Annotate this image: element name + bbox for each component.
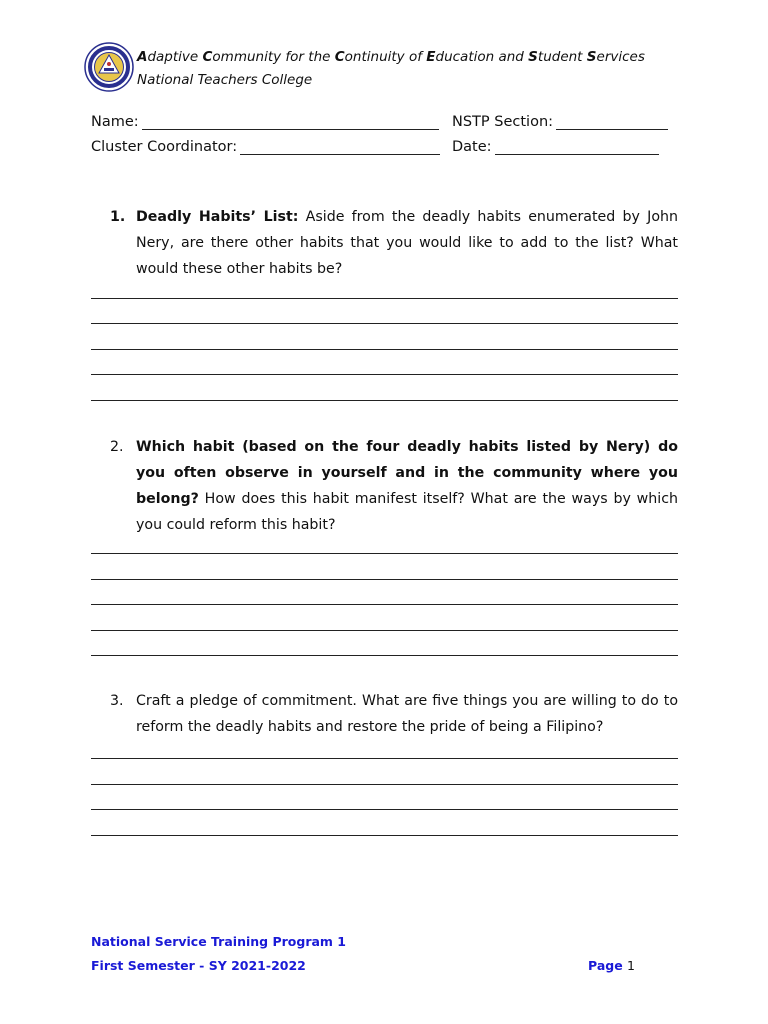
section-blank[interactable] [556, 115, 668, 130]
question-text: How does this habit manifest itself? What are the ways by which you could reform this habit? [136, 491, 678, 533]
answer-line[interactable] [91, 835, 678, 836]
answer-line[interactable] [91, 630, 678, 631]
coordinator-label: Cluster Coordinator: [91, 139, 238, 155]
question-1 [110, 204, 678, 282]
page-label: Page [588, 958, 623, 973]
answer-line[interactable] [91, 758, 678, 759]
answer-line[interactable] [91, 374, 678, 375]
name-field [91, 114, 439, 130]
footer-semester: First Semester - SY 2021-2022 [91, 958, 306, 973]
question-text: Aside from the deadly habits enumerated by John Nery, are there other habits that you would like to add to the list? What would these other habits be? [136, 209, 678, 277]
page-number: 1 [627, 958, 635, 973]
section-label: NSTP Section: [452, 114, 554, 130]
footer-page [588, 958, 635, 973]
name-blank[interactable] [142, 115, 439, 130]
date-label: Date: [452, 139, 492, 155]
date-field [452, 139, 659, 155]
question-heading: Deadly Habits’ List: [136, 209, 299, 225]
answer-line[interactable] [91, 604, 678, 605]
footer-program: National Service Training Program 1 [91, 934, 346, 949]
answer-line[interactable] [91, 579, 678, 580]
answer-line[interactable] [91, 553, 678, 554]
question-3 [110, 688, 678, 740]
question-2 [110, 434, 678, 538]
answer-line[interactable] [91, 349, 678, 350]
question-number: 3. [110, 693, 124, 709]
coordinator-blank[interactable] [240, 140, 440, 155]
question-number: 1. [110, 209, 126, 225]
answer-line[interactable] [91, 323, 678, 324]
org-name: Adaptive Community for the Continuity of Education and Student Services [137, 49, 645, 65]
answer-line[interactable] [91, 400, 678, 401]
coordinator-field [91, 139, 440, 155]
question-number: 2. [110, 439, 124, 455]
college-name: National Teachers College [137, 72, 313, 88]
answer-line[interactable] [91, 655, 678, 656]
question-heading: Which habit (based on the four deadly habits listed by Nery) do you often observe in yourself and in the community where you belong? [136, 439, 678, 507]
date-blank[interactable] [495, 140, 659, 155]
college-seal-icon [84, 42, 134, 92]
section-field [452, 114, 668, 130]
answer-line[interactable] [91, 784, 678, 785]
question-text: Craft a pledge of commitment. What are five things you are willing to do to reform the deadly habits and restore the pride of being a Filipino? [136, 693, 678, 735]
answer-line[interactable] [91, 298, 678, 299]
name-label: Name: [91, 114, 139, 130]
answer-line[interactable] [91, 809, 678, 810]
